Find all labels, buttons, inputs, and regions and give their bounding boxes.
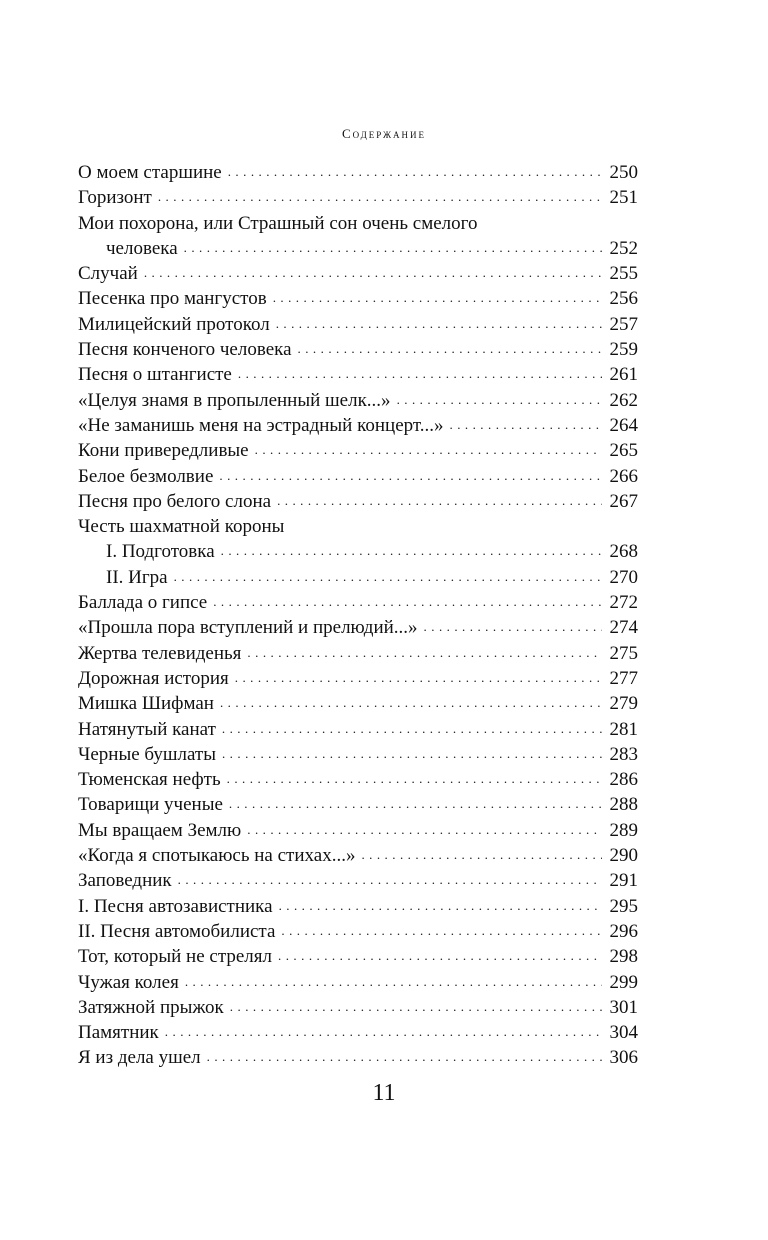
- toc-entry: [78, 995, 638, 1020]
- dot-leader: [222, 740, 602, 766]
- entry-title: Затяжной прыжок: [78, 996, 224, 1018]
- entry-title: Баллада о гипсе: [78, 592, 208, 614]
- entry-page: 286: [609, 769, 638, 791]
- entry-page: 266: [609, 465, 638, 487]
- entry-title: Песня о штангисте: [78, 364, 232, 386]
- dot-leader: [278, 942, 602, 968]
- page-number: 11: [372, 1080, 396, 1106]
- entry-page: 288: [609, 794, 638, 816]
- toc-subentry: [78, 539, 638, 564]
- entry-page: 301: [609, 996, 638, 1018]
- entry-page: 275: [609, 642, 638, 664]
- entry-page: 277: [609, 667, 638, 689]
- entry-title: Жертва телевиденья: [78, 642, 242, 664]
- dot-leader: [276, 310, 602, 336]
- dot-leader: [247, 816, 602, 842]
- entry-title: Мы вращаем Землю: [78, 819, 242, 841]
- dot-leader: [220, 689, 602, 715]
- entry-title: Дорожная история: [78, 667, 229, 689]
- toc-entry: [78, 1020, 638, 1045]
- toc-entry: [78, 464, 638, 489]
- toc-entry: [78, 286, 638, 311]
- dot-leader: [247, 639, 602, 665]
- toc-entry: [78, 185, 638, 210]
- entry-title: Заповедник: [78, 870, 172, 892]
- entry-title: II. Игра: [106, 566, 168, 588]
- toc-entry: [78, 615, 638, 640]
- dot-leader: [178, 866, 602, 892]
- dot-leader: [228, 158, 602, 184]
- toc-entry: [78, 767, 638, 792]
- entry-title: «Когда я спотыкаюсь на стихах...»: [78, 845, 356, 867]
- toc-entry: [78, 818, 638, 843]
- toc-entry-continuation: [78, 236, 638, 261]
- dot-leader: [185, 968, 602, 994]
- entry-page: 306: [609, 1047, 638, 1069]
- dot-leader: [397, 386, 602, 412]
- toc-entry: [78, 312, 638, 337]
- dot-leader: [273, 284, 602, 310]
- entry-page: 267: [609, 490, 638, 512]
- toc-entry: [78, 337, 638, 362]
- toc-entry: [78, 1045, 638, 1070]
- dot-leader: [361, 841, 602, 867]
- entry-title: I. Песня автозавистника: [78, 895, 273, 917]
- toc-entry: [78, 438, 638, 463]
- dot-leader: [424, 613, 602, 639]
- dot-leader: [450, 411, 603, 437]
- toc-entry: [78, 211, 638, 236]
- entry-page: 255: [609, 263, 638, 285]
- toc-subentry: [78, 565, 638, 590]
- entry-page: 289: [609, 819, 638, 841]
- toc-section-heading: [78, 514, 638, 539]
- toc-entry: [78, 413, 638, 438]
- dot-leader: [281, 917, 602, 943]
- dot-leader: [230, 993, 602, 1019]
- toc-entry: [78, 843, 638, 868]
- entry-title: Чужая колея: [78, 971, 179, 993]
- toc-entry: [78, 894, 638, 919]
- toc-entry: [78, 868, 638, 893]
- toc-entry: [78, 590, 638, 615]
- dot-leader: [238, 360, 602, 386]
- entry-title: Товарищи ученые: [78, 794, 223, 816]
- entry-title: Кони привередливые: [78, 440, 249, 462]
- toc-entry: [78, 691, 638, 716]
- entry-page: 259: [609, 339, 638, 361]
- toc-entry: [78, 742, 638, 767]
- entry-page: 265: [609, 440, 638, 462]
- entry-page: 256: [609, 288, 638, 310]
- toc-entry: [78, 970, 638, 995]
- toc-entry: [78, 641, 638, 666]
- dot-leader: [144, 259, 602, 285]
- entry-title: человека: [106, 237, 178, 259]
- entry-title: Я из дела ушел: [78, 1047, 201, 1069]
- entry-page: 268: [609, 541, 638, 563]
- entry-page: 270: [609, 566, 638, 588]
- dot-leader: [227, 765, 602, 791]
- entry-title: Честь шахматной короны: [78, 516, 285, 538]
- entry-title: I. Подготовка: [106, 541, 215, 563]
- dot-leader: [158, 183, 602, 209]
- entry-page: 264: [609, 414, 638, 436]
- entry-page: 298: [609, 946, 638, 968]
- entry-page: 283: [609, 743, 638, 765]
- entry-page: 250: [609, 162, 638, 183]
- dot-leader: [221, 537, 602, 563]
- dot-leader: [277, 487, 602, 513]
- dot-leader: [207, 1043, 602, 1069]
- entry-title: «Не заманишь меня на эстрадный концерт...»: [78, 414, 444, 436]
- entry-title: Натянутый канат: [78, 718, 216, 740]
- dot-leader: [222, 715, 602, 741]
- toc-entry: [78, 792, 638, 817]
- dot-leader: [174, 563, 602, 589]
- toc-entry: [78, 489, 638, 514]
- toc-entry: [78, 944, 638, 969]
- dot-leader: [298, 335, 602, 361]
- entry-title: Мои похорона, или Страшный сон очень смелого: [78, 212, 478, 234]
- entry-page: 304: [609, 1022, 638, 1044]
- entry-title: Тот, который не стрелял: [78, 946, 273, 968]
- entry-title: Песенка про мангустов: [78, 288, 267, 310]
- entry-page: 262: [609, 389, 638, 411]
- dot-leader: [165, 1018, 602, 1044]
- toc-entry: [78, 388, 638, 413]
- entry-page: 295: [609, 895, 638, 917]
- entry-title: «Прошла пора вступлений и прелюдий...»: [78, 617, 418, 639]
- toc-entry: [78, 666, 638, 691]
- table-of-contents: [78, 160, 638, 1071]
- entry-title: Тюменская нефть: [78, 769, 221, 791]
- entry-title: Черные бушлаты: [78, 743, 216, 765]
- entry-title: Милицейский протокол: [78, 313, 270, 335]
- toc-entry: [78, 919, 638, 944]
- entry-title: Памятник: [78, 1022, 159, 1044]
- dot-leader: [255, 436, 602, 462]
- entry-page: 279: [609, 693, 638, 715]
- toc-entry: [78, 362, 638, 387]
- entry-title: Случай: [78, 263, 138, 285]
- dot-leader: [219, 462, 602, 488]
- entry-title: Горизонт: [78, 187, 152, 209]
- entry-page: 257: [609, 313, 638, 335]
- toc-entry: [78, 160, 638, 185]
- dot-leader: [235, 664, 602, 690]
- dot-leader: [279, 892, 602, 918]
- entry-page: 252: [609, 237, 638, 259]
- dot-leader: [184, 234, 602, 260]
- entry-title: Песня про белого слона: [78, 490, 272, 512]
- entry-title: О моем старшине: [78, 162, 222, 183]
- dot-leader: [229, 790, 602, 816]
- dot-leader: [213, 588, 602, 614]
- entry-page: 296: [609, 920, 638, 942]
- entry-page: 261: [609, 364, 638, 386]
- toc-heading: Содержание: [341, 126, 427, 141]
- entry-title: Мишка Шифман: [78, 693, 214, 715]
- toc-entry: [78, 717, 638, 742]
- entry-page: 291: [609, 870, 638, 892]
- entry-page: 272: [609, 592, 638, 614]
- entry-title: «Целуя знамя в пропыленный шелк...»: [78, 389, 391, 411]
- entry-page: 251: [609, 187, 638, 209]
- entry-page: 281: [609, 718, 638, 740]
- entry-page: 274: [609, 617, 638, 639]
- entry-page: 290: [609, 845, 638, 867]
- entry-page: 299: [609, 971, 638, 993]
- entry-title: II. Песня автомобилиста: [78, 920, 276, 942]
- toc-entry: [78, 261, 638, 286]
- entry-title: Белое безмолвие: [78, 465, 214, 487]
- entry-title: Песня конченого человека: [78, 339, 292, 361]
